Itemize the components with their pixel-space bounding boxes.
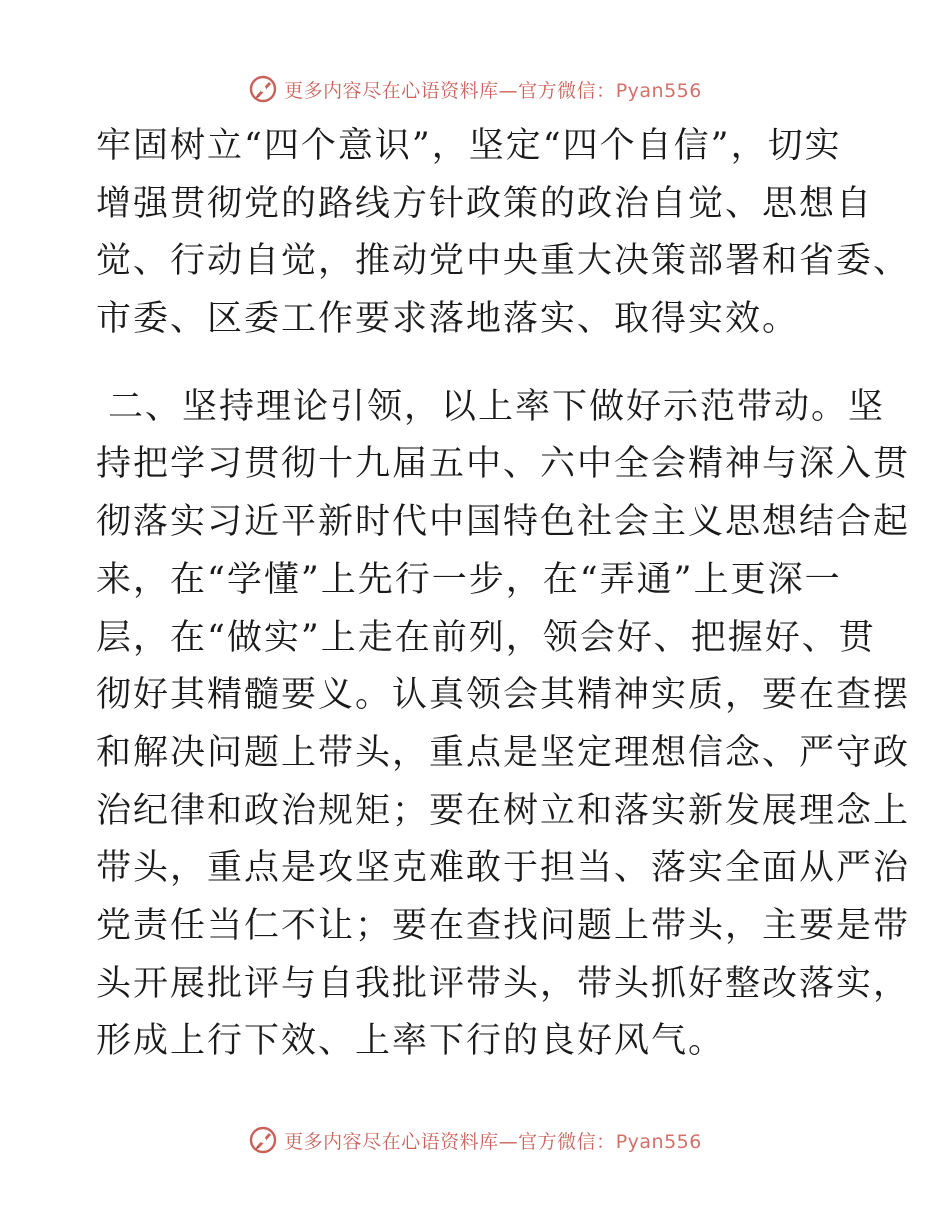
footer-watermark — [0, 1123, 950, 1157]
watermark-separator: — — [498, 79, 519, 102]
document-body — [96, 118, 911, 1071]
text-line: 党责任当仁不让；要在查找问题上带头，主要是带 — [96, 905, 911, 946]
text-line: 带头，重点是攻坚克难敢于担当、落实全面从严治 — [96, 848, 911, 889]
watermark-text — [284, 1127, 702, 1154]
watermark-label: 官方微信： — [518, 79, 616, 102]
watermark-separator: — — [498, 1130, 519, 1153]
text-line: 形成上行下效、上率下行的良好风气。 — [96, 1021, 726, 1062]
text-line: 治纪律和政治规矩；要在树立和落实新发展理念上 — [96, 790, 911, 831]
text-line: 头开展批评与自我批评带头，带头抓好整改落实， — [96, 963, 911, 1004]
text-line: 彻好其精髓要义。认真领会其精神实质，要在查摆 — [96, 675, 911, 716]
text-line: 觉、行动自觉，推动党中央重大决策部署和省委、 — [96, 241, 911, 282]
watermark-main: 更多内容尽在心语资料库 — [284, 1130, 499, 1153]
text-line: 增强贯彻党的路线方针政策的政治自觉、思想自 — [96, 183, 874, 224]
watermark-main: 更多内容尽在心语资料库 — [284, 79, 499, 102]
paragraph-2 — [96, 379, 911, 1071]
pen-logo-icon — [248, 1125, 278, 1155]
text-line: 持把学习贯彻十九届五中、六中全会精神与深入贯 — [96, 444, 911, 485]
watermark-label: 官方微信： — [518, 1130, 616, 1153]
watermark-id: Pyan556 — [615, 79, 702, 102]
text-line: 层，在“做实”上走在前列，领会好、把握好、贯 — [96, 617, 876, 658]
paragraph-1 — [96, 118, 911, 349]
watermark-id: Pyan556 — [615, 1130, 702, 1153]
header-watermark — [0, 72, 950, 106]
pen-logo-icon — [248, 74, 278, 104]
section-heading-line: 二、坚持理论引领，以上率下做好示范带动。坚 — [108, 386, 886, 427]
text-line: 和解决问题上带头，重点是坚定理想信念、严守政 — [96, 732, 911, 773]
watermark-text — [284, 76, 702, 103]
paragraph-gap — [96, 349, 856, 379]
text-line: 彻落实习近平新时代中国特色社会主义思想结合起 — [96, 502, 911, 543]
text-line: 牢固树立“四个意识”，坚定“四个自信”，切实 — [96, 126, 842, 166]
text-line: 来，在“学懂”上先行一步，在“弄通”上更深一 — [96, 559, 842, 600]
text-line: 市委、区委工作要求落地落实、取得实效。 — [96, 299, 800, 340]
